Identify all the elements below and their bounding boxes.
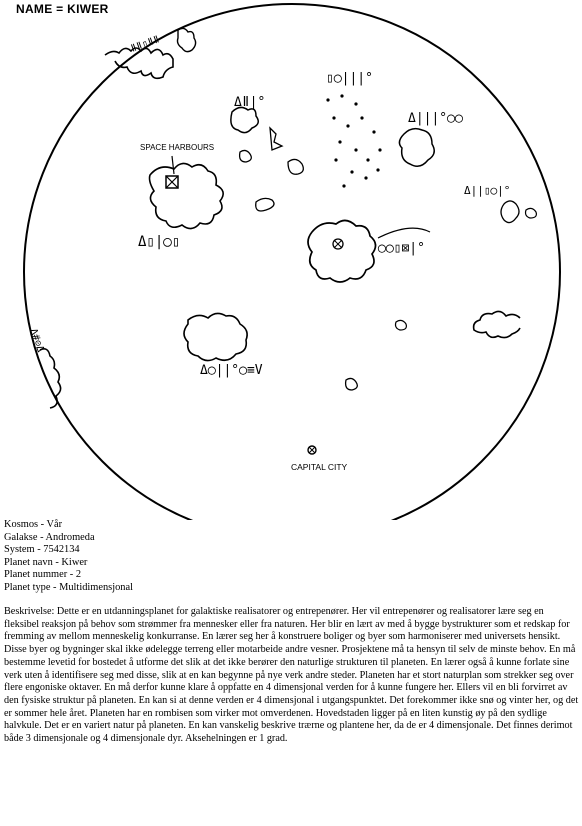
glyph-label-west-edge: Δ#⊝Δ <box>27 327 46 354</box>
glyph-label-east-island: Δ|||°◯◯ <box>408 111 463 126</box>
fact-planet-type: Planet type - Multidimensjonal <box>4 581 134 593</box>
dotted-archipelago <box>326 94 381 187</box>
north-islet <box>178 28 196 51</box>
planet-name-title: NAME = KIWER <box>16 2 109 16</box>
glyph-label-archipelago: ▯◯|||° <box>326 71 373 86</box>
fact-galaxy: Galakse - Andromeda <box>4 531 95 543</box>
space-harbour-continent <box>150 163 224 228</box>
glyph-label-central: ◯◯▯⊠|° <box>378 241 425 256</box>
planet-facts <box>4 519 574 595</box>
east-island <box>399 129 434 167</box>
glyph-label-north-island: Δǁ|° <box>234 95 266 110</box>
planet-outline <box>24 4 560 520</box>
space-harbour-label: SPACE HARBOURS <box>140 143 215 152</box>
glyph-label-south: Δ◯||°◯≡V <box>200 363 263 378</box>
north-island <box>231 107 258 132</box>
capital-city-label: CAPITAL CITY <box>291 462 348 472</box>
east-coastline <box>474 311 520 337</box>
arrow-islet <box>270 128 282 150</box>
glyph-label-far-east: Δ||▯◯|° <box>464 184 511 197</box>
central-continent <box>308 220 376 282</box>
glyph-label-north: ǁǁ▯ǁǁ <box>129 34 162 55</box>
west-coastline <box>40 349 61 408</box>
fact-planet-name: Planet navn - Kiwer <box>4 556 88 568</box>
fact-planet-number: Planet nummer - 2 <box>4 569 82 581</box>
fact-cosmos: Kosmos - Vår <box>4 519 63 530</box>
far-east-islet <box>501 201 519 223</box>
planet-description: Beskrivelse: Dette er en utdanningsplanet for galaktiske realisatorer og entrepenører. Her vil entrepenører og realisatorer lære seg en fleksibel reaksjon på behov som strømmer fra mennesker eller fra naturen. Her blir en lært av med å bygge bystrukturer som et redskap for fremming av mellom menneskelig konkurranse. En lærer seg her å konstruere boliger og byer som harmoniserer med universets hensikt. Disse byer og bygninger skal ikke ødelegge terreng eller motarbeide andre vesner. Prosjektene må ta hensyn til selv de minste behov. En må bestemme levetid for bostedet å utforme det slik at det ikke berører den naturlige strukturen til planeten. En lærer også å kunne forlate sine verk uten å identifisere seg med disse, slik at en kan begynne på nye verk andre steder. Planeten har et stort naturplan som strekker seg over flere engoniske oktaver. En må derfor kunne klare å oppfatte en 4 dimensjonal verden for å kunne fungere her. Ellers vil en bli forvirret av den fysiske struktur på planeten. En kan si at denne verden er 4 dimensjonal i utgangspunktet. Det forekommer ikke snø og vinter her, og det er sommer hele året. Planeten har en rombisen som virker mot omverdenen. Hovedstaden ligger på en liten kunstig øy på den sydlige halvkule. Det er en variert natur på planeten. En kan vanskelig beskrive trærne og plantene her, da de er 4 dimensjonale. Det finnes derimot både 3 dimensjonale og 4 dimensjonale dyr. Aksehelningen er 1 grad. <box>4 606 579 745</box>
south-continent <box>184 313 247 360</box>
fact-system: System - 7542134 <box>4 544 80 556</box>
glyph-label-west-continent: Δ▯|◯▯ <box>138 234 181 250</box>
